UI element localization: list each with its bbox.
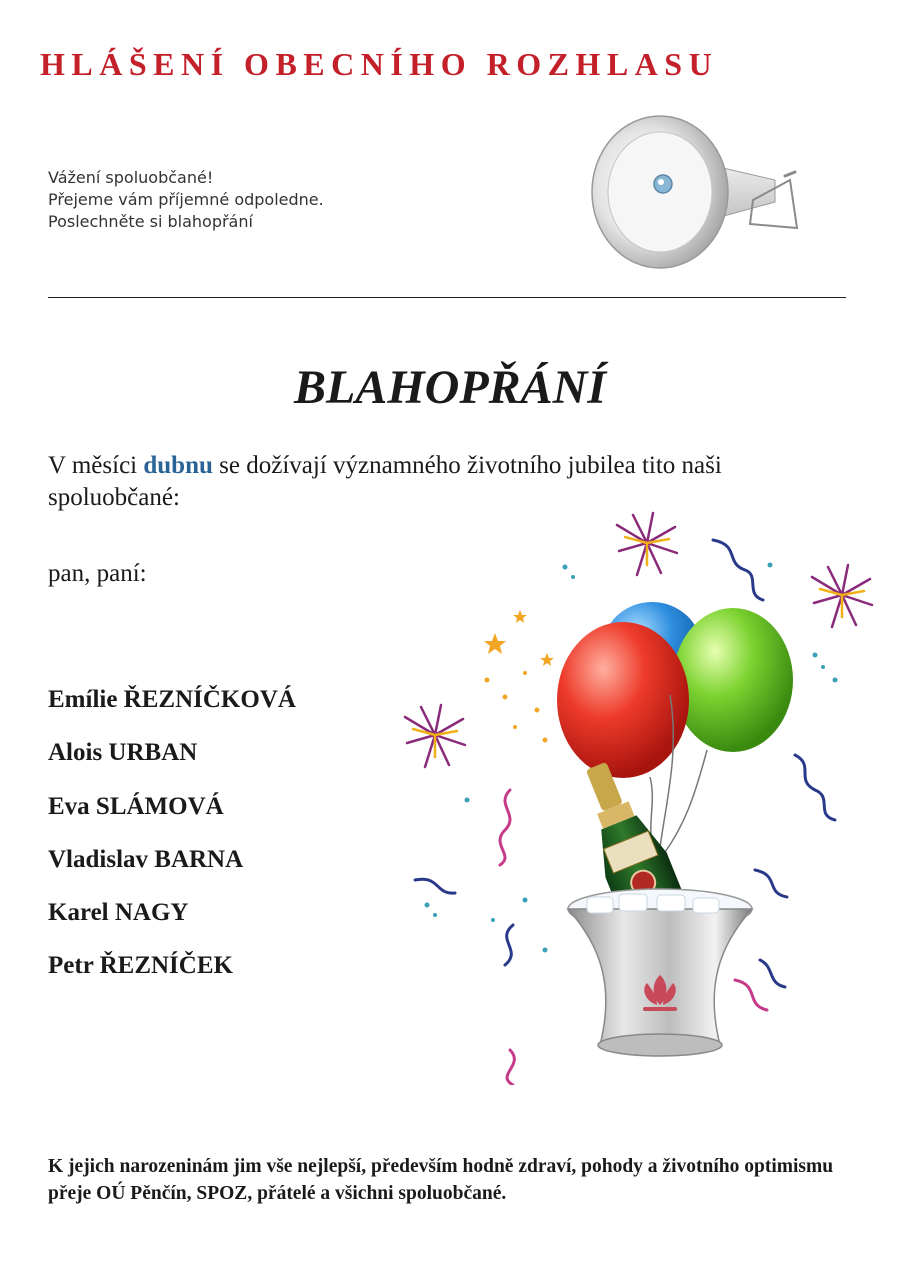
divider-line	[48, 297, 846, 298]
intro-text-end: se dožívají významného životního jubilea tito naši spoluobčané:	[48, 452, 722, 511]
list-item: Karel NAGY	[48, 899, 189, 927]
closing-wishes: K jejich narozeninám jim vše nejlepší, především hodně zdraví, pohody a životního optimismu přeje OÚ Pěnčín, SPOZ, přátelé a všichni spoluobčané.	[48, 1156, 834, 1204]
balloon-green	[673, 608, 793, 752]
list-item: Eva SLÁMOVÁ	[48, 792, 224, 820]
list-item: Vladislav BARNA	[48, 845, 244, 873]
star-icon	[484, 610, 554, 743]
announcement-header-title: HLÁŠENÍ OBECNÍHO ROZHLASU	[40, 46, 719, 82]
megaphone-icon	[585, 110, 815, 280]
balloon-red	[557, 622, 689, 778]
list-item: Alois URBAN	[48, 739, 198, 767]
celebration-illustration	[395, 505, 895, 1085]
intro-text-start: V měsíci	[48, 452, 144, 479]
greeting-block	[48, 167, 324, 233]
greeting-line-3: Poslechněte si blahopřání	[48, 212, 253, 231]
greeting-line-1: Vážení spoluobčané!	[48, 168, 214, 187]
greeting-line-2: Přejeme vám příjemné odpoledne.	[48, 190, 324, 209]
list-item: Petr ŘEZNÍČEK	[48, 952, 233, 980]
page-title: BLAHOPŘÁNÍ	[293, 361, 607, 414]
intro-month: dubnu	[143, 452, 213, 479]
jubilee-names-list	[48, 673, 296, 993]
salutation: pan, paní:	[48, 560, 147, 587]
list-item: Emílie ŘEZNÍČKOVÁ	[48, 686, 296, 713]
